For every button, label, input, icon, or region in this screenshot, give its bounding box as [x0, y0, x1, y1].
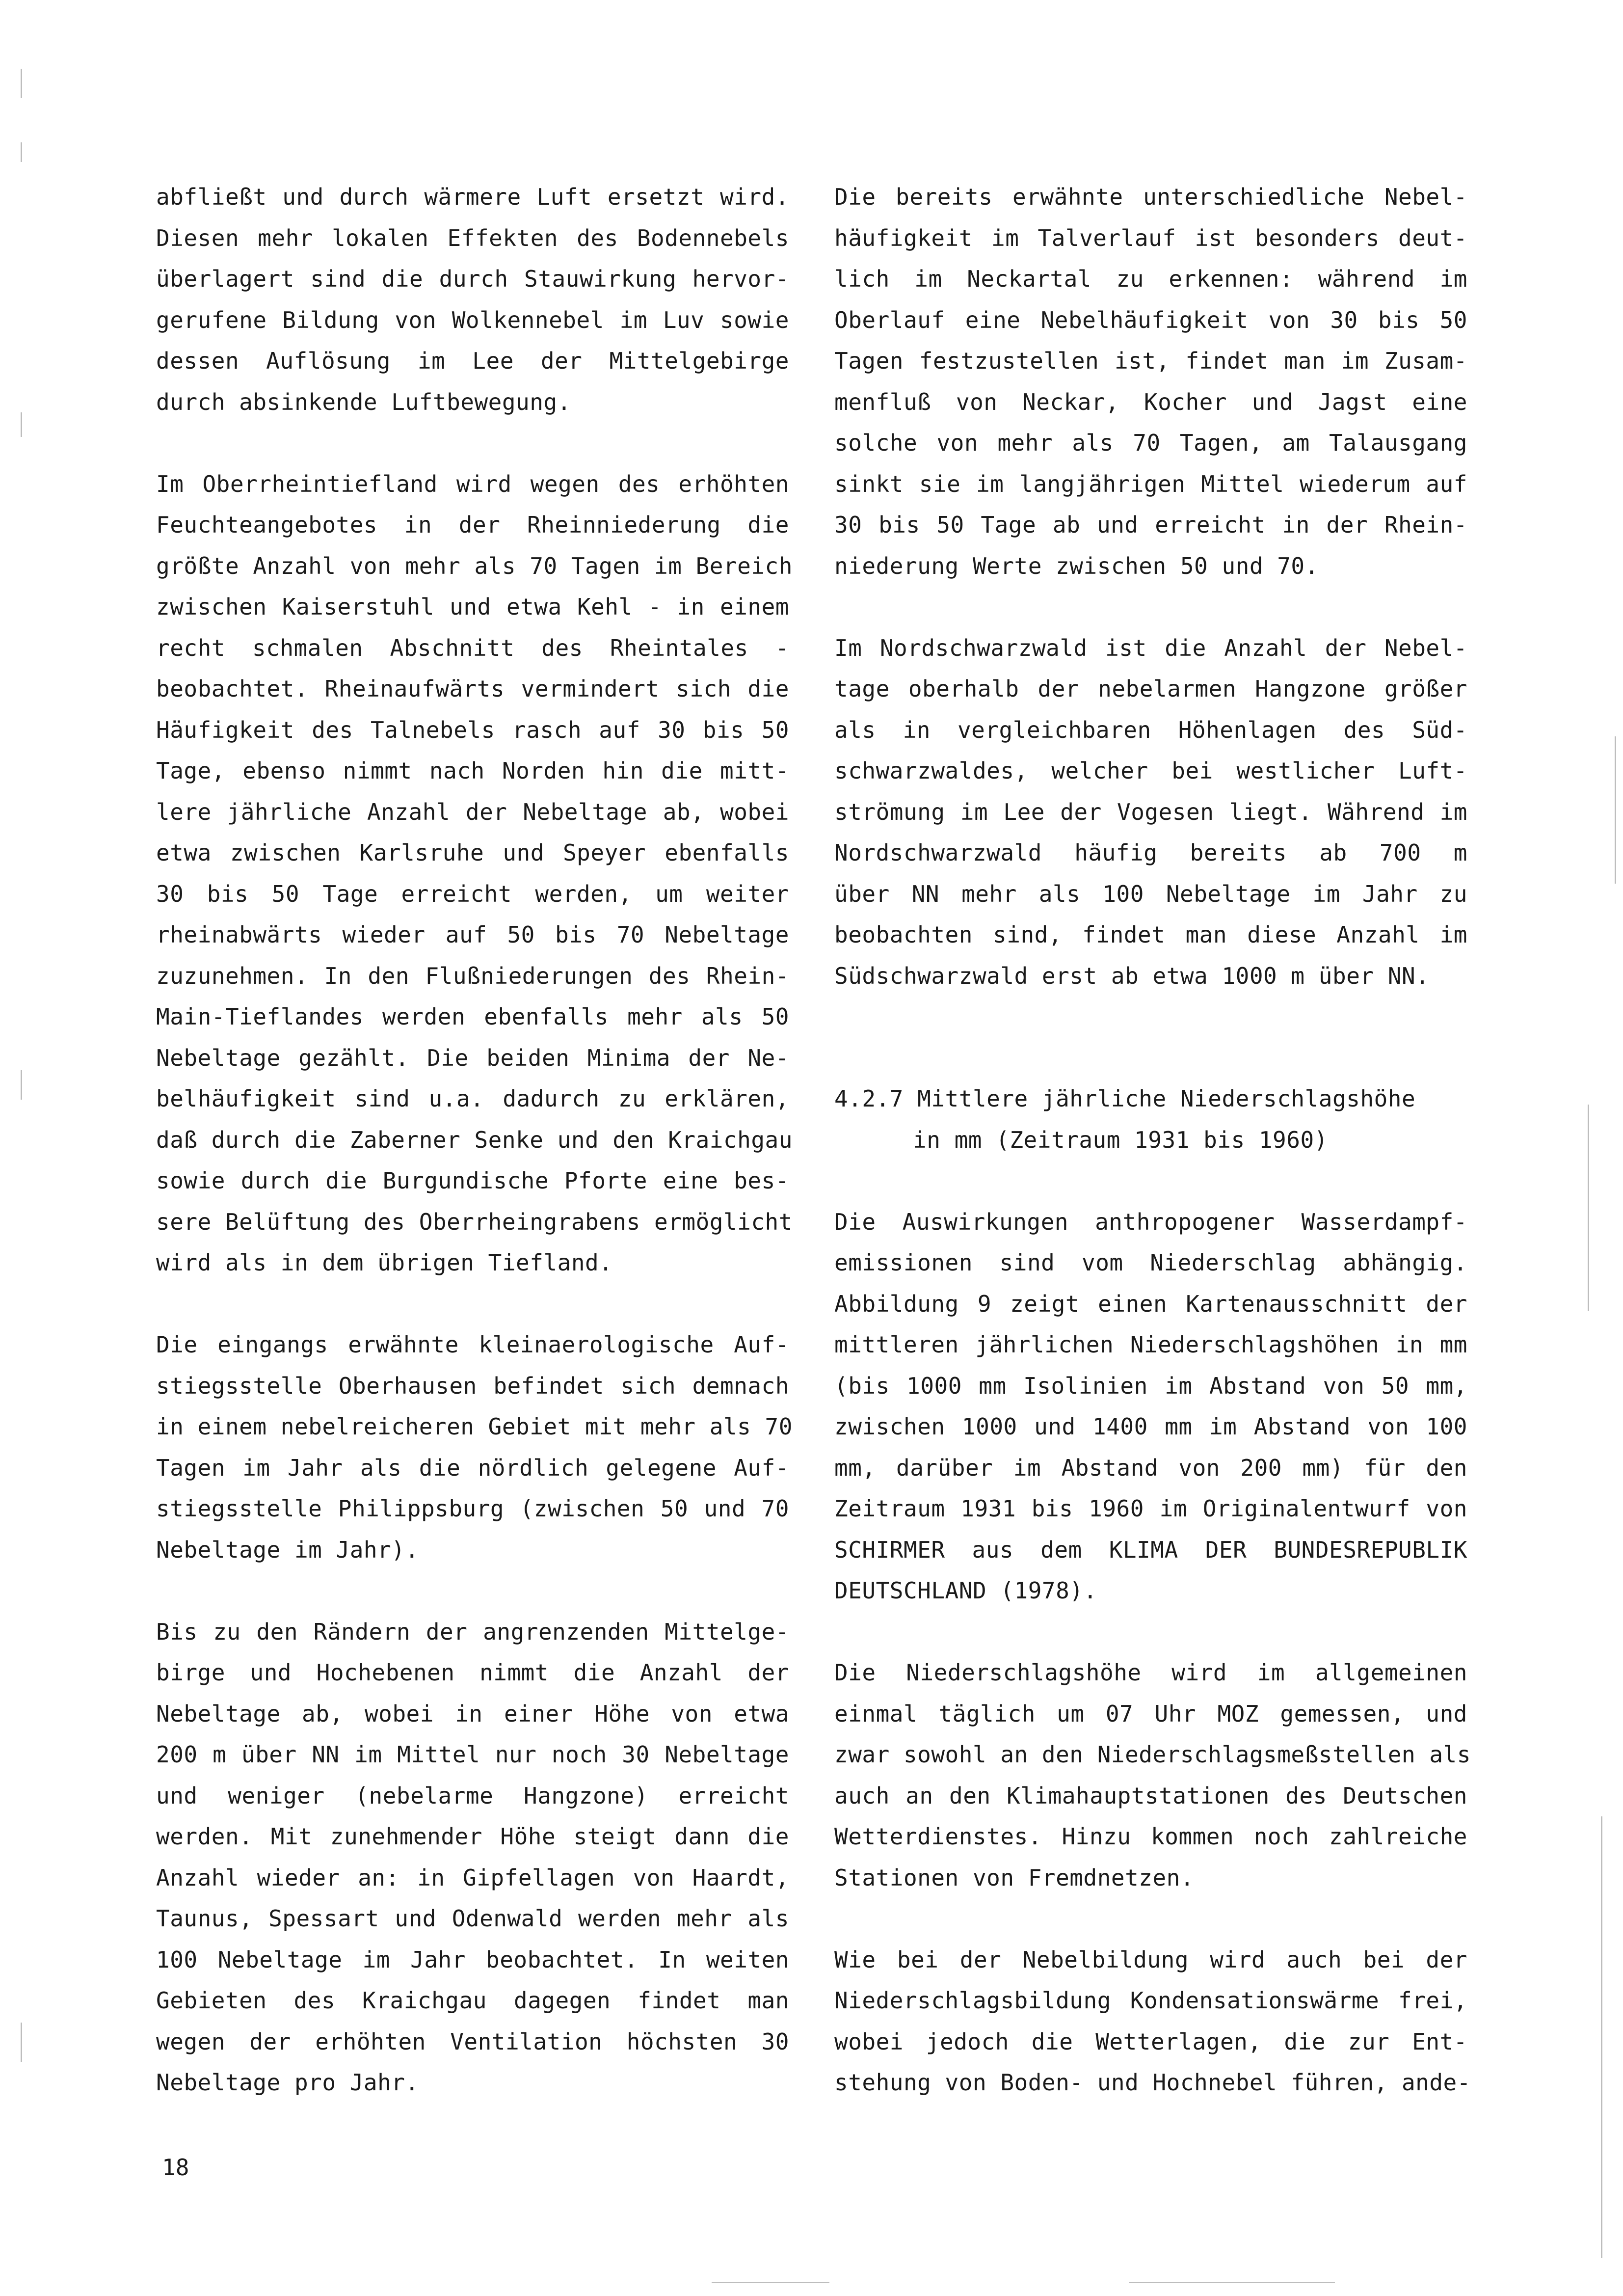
text-line: emissionen sind vom Niederschlag abhängig.	[834, 1249, 1467, 1276]
text-line: mm, darüber im Abstand von 200 mm) für den	[834, 1454, 1467, 1481]
text-line: Tage, ebenso nimmt nach Norden hin die mitt-	[156, 757, 789, 784]
page-number: 18	[162, 2154, 189, 2181]
text-line: 30 bis 50 Tage ab und erreicht in der Rhein-	[834, 512, 1467, 538]
text-line: SCHIRMER aus dem KLIMA DER BUNDESREPUBLIK	[834, 1536, 1467, 1563]
text-line: sowie durch die Burgundische Pforte eine bes-	[156, 1167, 789, 1194]
scan-artifact	[1588, 1105, 1589, 1311]
text-line: zwischen Kaiserstuhl und etwa Kehl - in einem	[156, 594, 789, 620]
text-line: Nebeltage gezählt. Die beiden Minima der Ne-	[156, 1044, 789, 1071]
text-line: in einem nebelreicheren Gebiet mit mehr als 70	[156, 1413, 793, 1440]
text-line: Wetterdienstes. Hinzu kommen noch zahlreiche	[834, 1823, 1467, 1850]
text-line: abfließt und durch wärmere Luft ersetzt wird.	[156, 184, 789, 210]
paragraph	[834, 1940, 1471, 2104]
text-line: über NN mehr als 100 Nebeltage im Jahr zu	[834, 880, 1467, 907]
text-line: Die Niederschlagshöhe wird im allgemeinen	[834, 1659, 1467, 1686]
text-line: Nordschwarzwald häufig bereits ab 700 m	[834, 839, 1467, 866]
text-line: (bis 1000 mm Isolinien im Abstand von 50 mm,	[834, 1372, 1467, 1399]
text-line: dessen Auflösung im Lee der Mittelgebirge	[156, 348, 789, 374]
text-line: zwischen 1000 und 1400 mm im Abstand von 100	[834, 1413, 1467, 1440]
paragraph	[834, 628, 1467, 997]
text-line: beobachtet. Rheinaufwärts vermindert sich die	[156, 675, 789, 702]
text-line: Main-Tieflandes werden ebenfalls mehr als 50	[156, 1003, 789, 1030]
text-line: Niederschlagsbildung Kondensationswärme frei,	[834, 1987, 1467, 2014]
text-line: Abbildung 9 zeigt einen Kartenausschnitt der	[834, 1290, 1467, 1317]
text-line: etwa zwischen Karlsruhe und Speyer ebenfalls	[156, 839, 789, 866]
text-line: Tagen im Jahr als die nördlich gelegene Auf-	[156, 1454, 789, 1481]
paragraph	[156, 1612, 789, 2104]
paragraph	[834, 1202, 1467, 1612]
paragraph	[156, 177, 789, 423]
text-line: wird als in dem übrigen Tiefland.	[156, 1249, 613, 1276]
text-line: stiegsstelle Philippsburg (zwischen 50 und 70	[156, 1495, 789, 1522]
text-line: größte Anzahl von mehr als 70 Tagen im Bereich	[156, 552, 793, 579]
text-line: tage oberhalb der nebelarmen Hangzone größer	[834, 675, 1467, 702]
section-heading-line: in mm (Zeitraum 1931 bis 1960)	[913, 1126, 1328, 1153]
text-line: sinkt sie im langjährigen Mittel wiederum auf	[834, 470, 1467, 497]
text-line: zwar sowohl an den Niederschlagsmeßstellen als	[834, 1741, 1471, 1768]
text-line: Tagen festzustellen ist, findet man im Zusam-	[834, 348, 1467, 374]
text-line: lere jährliche Anzahl der Nebeltage ab, wobei	[156, 798, 789, 825]
text-line: stehung von Boden- und Hochnebel führen, ande-	[834, 2069, 1471, 2096]
text-line: Taunus, Spessart und Odenwald werden mehr als	[156, 1905, 789, 1932]
text-line: Häufigkeit des Talnebels rasch auf 30 bis 50	[156, 716, 789, 743]
text-line: sere Belüftung des Oberrheingrabens ermöglicht	[156, 1208, 793, 1235]
left-column	[156, 177, 793, 2104]
text-line: Die Auswirkungen anthropogener Wasserdampf-	[834, 1208, 1467, 1235]
scan-artifact	[1129, 2282, 1335, 2283]
paragraph	[834, 1652, 1471, 1898]
text-line: auch an den Klimahauptstationen des Deutschen	[834, 1782, 1467, 1809]
text-line: durch absinkende Luftbewegung.	[156, 388, 571, 415]
text-line: einmal täglich um 07 Uhr MOZ gemessen, und	[834, 1700, 1467, 1727]
scan-artifact	[21, 2023, 22, 2062]
paragraph	[156, 464, 793, 1284]
text-line: rheinabwärts wieder auf 50 bis 70 Nebeltage	[156, 921, 789, 948]
text-line: zuzunehmen. In den Flußniederungen des Rhein-	[156, 962, 789, 989]
text-line: Bis zu den Rändern der angrenzenden Mittelge-	[156, 1618, 789, 1645]
text-line: birge und Hochebenen nimmt die Anzahl der	[156, 1659, 789, 1686]
text-line: beobachten sind, findet man diese Anzahl im	[834, 921, 1467, 948]
text-line: werden. Mit zunehmender Höhe steigt dann die	[156, 1823, 789, 1850]
text-line: Nebeltage ab, wobei in einer Höhe von etwa	[156, 1700, 789, 1727]
text-line: menfluß von Neckar, Kocher und Jagst eine	[834, 388, 1467, 415]
scan-artifact	[1601, 1816, 1602, 2258]
text-line: recht schmalen Abschnitt des Rheintales -	[156, 634, 789, 661]
text-line: Oberlauf eine Nebelhäufigkeit von 30 bis 50	[834, 306, 1467, 333]
text-line: stiegsstelle Oberhausen befindet sich demnach	[156, 1372, 789, 1399]
text-line: und weniger (nebelarme Hangzone) erreicht	[156, 1782, 789, 1809]
paragraph	[834, 177, 1467, 587]
text-line: Die eingangs erwähnte kleinaerologische Auf-	[156, 1331, 789, 1358]
text-line: Südschwarzwald erst ab etwa 1000 m über NN.	[834, 962, 1430, 989]
text-line: gerufene Bildung von Wolkennebel im Luv sowie	[156, 306, 789, 333]
text-line: Im Nordschwarzwald ist die Anzahl der Nebel-	[834, 634, 1467, 661]
scan-artifact	[21, 1070, 22, 1100]
text-line: 200 m über NN im Mittel nur noch 30 Nebeltage	[156, 1741, 789, 1768]
scan-artifact	[21, 142, 22, 162]
scan-artifact	[21, 69, 22, 98]
text-line: Anzahl wieder an: in Gipfellagen von Haardt,	[156, 1864, 789, 1891]
text-line: 30 bis 50 Tage erreicht werden, um weiter	[156, 880, 789, 907]
text-line: wegen der erhöhten Ventilation höchsten 30	[156, 2028, 789, 2055]
text-line: strömung im Lee der Vogesen liegt. Während im	[834, 798, 1467, 825]
scan-artifact	[1615, 736, 1616, 884]
text-line: häufigkeit im Talverlauf ist besonders deut-	[834, 224, 1467, 251]
scan-artifact	[21, 412, 22, 437]
text-line: mittleren jährlichen Niederschlagshöhen in mm	[834, 1331, 1467, 1358]
text-line: solche von mehr als 70 Tagen, am Talausgang	[834, 430, 1467, 456]
text-line: als in vergleichbaren Höhenlagen des Süd-	[834, 716, 1467, 743]
text-line: lich im Neckartal zu erkennen: während im	[834, 266, 1467, 292]
section-heading	[834, 1079, 1467, 1161]
text-line: Nebeltage im Jahr).	[156, 1536, 419, 1563]
paragraph	[156, 1324, 793, 1570]
scan-artifact	[712, 2282, 829, 2283]
section-heading-line: 4.2.7 Mittlere jährliche Niederschlagshöhe	[834, 1085, 1416, 1112]
right-column	[834, 177, 1471, 2104]
text-line: daß durch die Zaberner Senke und den Kraichgau	[156, 1126, 793, 1153]
text-line: Im Oberrheintiefland wird wegen des erhöhten	[156, 470, 789, 497]
text-line: niederung Werte zwischen 50 und 70.	[834, 552, 1319, 579]
text-line: Wie bei der Nebelbildung wird auch bei der	[834, 1946, 1467, 1973]
text-line: Stationen von Fremdnetzen.	[834, 1864, 1195, 1891]
text-line: belhäufigkeit sind u.a. dadurch zu erklären,	[156, 1085, 789, 1112]
text-line: Diesen mehr lokalen Effekten des Bodennebels	[156, 224, 789, 251]
text-line: Zeitraum 1931 bis 1960 im Originalentwurf von	[834, 1495, 1467, 1522]
text-line: DEUTSCHLAND (1978).	[834, 1577, 1097, 1604]
text-line: Die bereits erwähnte unterschiedliche Nebel-	[834, 184, 1467, 210]
text-line: wobei jedoch die Wetterlagen, die zur Ent-	[834, 2028, 1467, 2055]
text-line: Nebeltage pro Jahr.	[156, 2069, 419, 2096]
text-line: überlagert sind die durch Stauwirkung hervor-	[156, 266, 789, 292]
text-line: Gebieten des Kraichgau dagegen findet man	[156, 1987, 789, 2014]
text-line: schwarzwaldes, welcher bei westlicher Luft-	[834, 757, 1467, 784]
text-line: 100 Nebeltage im Jahr beobachtet. In weiten	[156, 1946, 789, 1973]
text-line: Feuchteangebotes in der Rheinniederung die	[156, 512, 789, 538]
